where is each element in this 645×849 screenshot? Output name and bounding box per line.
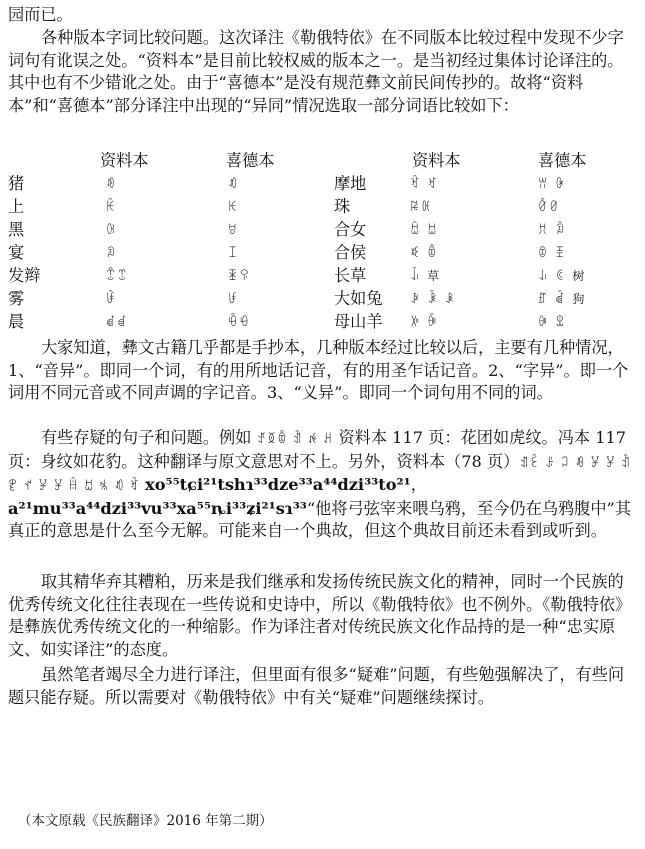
yi-glyph-xide: ꀮ ꀯ 树 xyxy=(538,269,587,283)
term-left: 猪 xyxy=(8,174,25,193)
header-ziliao-1: 资料本 xyxy=(100,151,149,170)
term-right: 大如兔 xyxy=(334,289,383,308)
term-left: 黑 xyxy=(8,220,25,239)
yi-glyph-xide: ꀤ xyxy=(228,246,240,260)
paragraph-doubtful-sentences xyxy=(8,427,638,543)
term-left: 上 xyxy=(8,197,25,216)
paragraph-variant-types: 大家知道，彝文古籍几乎都是手抄本，几种版本经过比较以后，主要有几种情况，1、“音异”。即同一个词，有的用所地话记音，有的用圣乍话记音。2、“字异”。即一个词用不同元音或不同声调的字记音。3、“义异”。即同一个词句用不同的词。 xyxy=(8,338,629,402)
paragraph-continuation: 园而已。 xyxy=(8,5,73,24)
phonetic-transcription: a²¹mu³³a⁴⁴dzi³³vu³³xa⁵⁵ȵi³³ʑi²¹sɿ³³ xyxy=(8,498,307,518)
text-segment: 有些存疑的句子和问题。例如 xyxy=(41,428,257,447)
term-right: 合侯 xyxy=(334,243,367,262)
term-left: 雾 xyxy=(8,289,25,308)
yi-glyph-ziliao: ꀗ xyxy=(106,200,118,214)
term-left: 发辫 xyxy=(8,266,41,285)
table-row xyxy=(8,219,638,242)
header-xide-1: 喜德本 xyxy=(226,151,275,170)
yi-inline-phrase: ꀋꅉꀦ ꀉ ꉌ ꃅ xyxy=(256,432,334,446)
phonetic-transcription: xo⁵⁵tɕi²¹tshɿ³³dze³³a⁴⁴dzi³³to²¹ xyxy=(145,475,411,494)
yi-glyph-xide: ꀡ ꀢ xyxy=(538,223,567,237)
yi-glyph-ziliao: ꀓ ꀔ xyxy=(410,177,439,191)
yi-glyph-ziliao: ꀟ ꀠ xyxy=(410,223,439,237)
table-row xyxy=(8,265,638,288)
yi-glyph-ziliao: ꀭ 草 xyxy=(410,269,442,283)
term-right: 合女 xyxy=(334,220,367,239)
yi-glyph-ziliao: ꀩꀪ xyxy=(106,269,129,283)
term-right: 摩地 xyxy=(334,174,367,193)
yi-glyph-xide: ꀧ ꀨ xyxy=(538,246,567,260)
header-xide-2: 喜德本 xyxy=(538,151,587,170)
term-left: 宴 xyxy=(8,243,25,262)
yi-glyph-ziliao: ꀰ xyxy=(106,292,118,306)
table-row xyxy=(8,242,638,265)
term-left: 晨 xyxy=(8,312,25,331)
yi-glyph-ziliao: ꀥ ꀦ xyxy=(410,246,439,260)
yi-inline-phrase: ꀊꏁ ꌠ ꃀ ꀑ ꐯ ꐯ ꀉ ꀏ ꀈ ꐯ ꐯ ꀌ ꀠ ꁱ ꀒ ꀓ xyxy=(8,455,632,493)
yi-glyph-ziliao: ꀙꀚ xyxy=(410,200,433,214)
yi-glyph-xide: ꀱ xyxy=(228,292,240,306)
yi-glyph-ziliao: ꀝ xyxy=(106,223,118,237)
yi-glyph-xide: ꀽ ꀾ xyxy=(538,315,567,329)
yi-glyph-xide: ꀕ ꀖ xyxy=(538,177,567,191)
table-header-row xyxy=(8,150,638,173)
source-note: （本文原载《民族翻译》2016 年第二期） xyxy=(18,813,273,829)
table-row xyxy=(8,288,638,311)
yi-glyph-xide: ꀹꀺ xyxy=(228,315,251,329)
yi-glyph-ziliao: ꀣ xyxy=(106,246,118,260)
text-segment: “他将弓弦宰来喂乌鸦，至今仍在乌鸦腹中”其真正的意思是什么至今无解。可能来自一个典故，但这个典故目前还未看到或听到。 xyxy=(8,498,632,540)
yi-glyph-xide: ꀵ ꀶ 狗 xyxy=(538,292,587,306)
header-ziliao-2: 资料本 xyxy=(412,151,461,170)
table-row xyxy=(8,173,638,196)
paragraph-conclusion: 虽然笔者竭尽全力进行译注，但里面有很多“疑难”问题，有些勉强解决了，有些问题只能存疑。所以需要对《勒俄特依》中有关“疑难”问题继续探讨。 xyxy=(8,665,625,707)
text-segment: 资料本 117 页：花团如虎纹。冯本 117 页：身纹如花豹。这种翻译与原文意思对不上。另外，资料本（78 页） xyxy=(8,428,627,471)
yi-glyph-ziliao: ꀻ ꀼ xyxy=(410,315,439,329)
term-right: 珠 xyxy=(334,197,351,216)
yi-glyph-xide: ꀒ xyxy=(228,177,240,191)
term-right: 长草 xyxy=(334,266,367,285)
paragraph-version-comparison: 各种版本字词比较问题。这次译注《勒俄特依》在不同版本比较过程中发现不少字词句有讹误之处。“资料本”是目前比较权威的版本之一。是当初经过集体讨论译注的。其中也有不少错讹之处。由于“喜德本”是没有规范彝文前民间传抄的。故将“资料本”和“喜德本”部分译注中出现的“异同”情况选取一部分词语比较如下： xyxy=(8,28,624,115)
yi-glyph-xide: ꀛꀜ xyxy=(538,200,561,214)
yi-glyph-ziliao: ꀑ xyxy=(106,177,118,191)
yi-glyph-ziliao: ꀲ ꀳ ꀴ xyxy=(410,292,456,306)
yi-glyph-xide: ꀘ xyxy=(228,200,240,214)
paragraph-inheritance: 取其精华弃其糟粕，历来是我们继承和发扬传统民族文化的精神，同时一个民族的优秀传统文化往往表现在一些传说和史诗中，所以《勒俄特依》也不例外。《勒俄特依》是彝族优秀传统文化的一种缩影。作为译注者对传统民族文化作品持的是一种“忠实原文、如实译注”的态度。 xyxy=(8,572,632,659)
yi-glyph-ziliao: ꀷꀸ xyxy=(106,315,129,329)
term-right: 母山羊 xyxy=(334,312,383,331)
table-row xyxy=(8,311,638,334)
yi-glyph-xide: ꀫꀬ xyxy=(228,269,251,283)
text-segment: ， xyxy=(410,475,427,494)
yi-glyph-xide: ꀞ xyxy=(228,223,240,237)
table-row xyxy=(8,196,638,219)
